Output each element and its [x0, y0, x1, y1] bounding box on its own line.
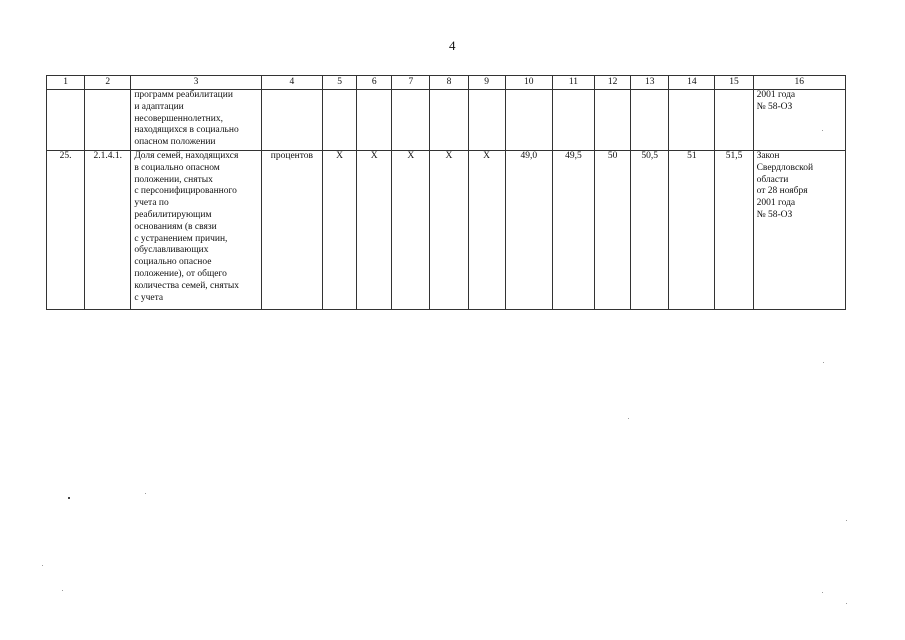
cell-value	[631, 90, 669, 151]
cell-value	[595, 90, 631, 151]
cell-value: Х	[323, 151, 357, 310]
scan-speck	[145, 493, 146, 494]
scan-speck	[62, 590, 63, 591]
column-header: 1	[47, 76, 85, 90]
column-header: 13	[631, 76, 669, 90]
cell-value: Х	[430, 151, 468, 310]
scan-speck	[42, 565, 43, 566]
scan-speck	[822, 130, 823, 131]
cell-value	[468, 90, 505, 151]
scan-speck	[846, 520, 847, 521]
cell-num: 25.	[47, 151, 85, 310]
cell-value: 49,0	[505, 151, 552, 310]
cell-value	[552, 90, 594, 151]
cell-value	[392, 90, 430, 151]
column-number-row	[47, 76, 846, 90]
column-header: 11	[552, 76, 594, 90]
cell-value: Х	[357, 151, 392, 310]
cell-value	[669, 90, 715, 151]
cell-value: Х	[468, 151, 505, 310]
column-header: 8	[430, 76, 468, 90]
column-header: 14	[669, 76, 715, 90]
scan-speck	[628, 418, 629, 419]
column-header: 3	[131, 76, 261, 90]
scan-speck	[846, 603, 847, 604]
cell-indicator-name: Доля семей, находящихся в социально опасном положении, снятых с персонифицированного учета по реабилитирующим основаниям (в связи с устранением причин, обуславливающих социально опасное положение), от общего количества семей, снятых с учета	[131, 151, 261, 310]
column-header: 5	[323, 76, 357, 90]
column-header: 2	[85, 76, 131, 90]
cell-code: 2.1.4.1.	[85, 151, 131, 310]
cell-value	[323, 90, 357, 151]
scan-speck	[68, 497, 70, 499]
cell-value	[715, 90, 753, 151]
cell-value: 50,5	[631, 151, 669, 310]
cell-value	[357, 90, 392, 151]
column-header: 9	[468, 76, 505, 90]
cell-value: 50	[595, 151, 631, 310]
indicators-table	[46, 75, 846, 310]
column-header: 12	[595, 76, 631, 90]
cell-value: 51,5	[715, 151, 753, 310]
table-row-continuation	[47, 90, 846, 151]
column-header: 6	[357, 76, 392, 90]
cell-value: 49,5	[552, 151, 594, 310]
column-header: 15	[715, 76, 753, 90]
column-header: 4	[261, 76, 322, 90]
cell-value	[505, 90, 552, 151]
column-header: 16	[753, 76, 845, 90]
scan-speck	[823, 362, 824, 363]
cell-value: Х	[392, 151, 430, 310]
column-header: 7	[392, 76, 430, 90]
cell-unit	[261, 90, 322, 151]
cell-source: Закон Свердловской области от 28 ноября 2001 года № 58-ОЗ	[753, 151, 845, 310]
cell-indicator-name: программ реабилитации и адаптации несовершеннолетних, находящихся в социально опасном положении	[131, 90, 261, 151]
cell-num	[47, 90, 85, 151]
page-number: 4	[449, 38, 456, 53]
scan-speck	[822, 592, 823, 593]
cell-unit: процентов	[261, 151, 322, 310]
table-row	[47, 151, 846, 310]
column-header: 10	[505, 76, 552, 90]
cell-value	[430, 90, 468, 151]
cell-value: 51	[669, 151, 715, 310]
cell-code	[85, 90, 131, 151]
cell-source: 2001 года № 58-ОЗ	[753, 90, 845, 151]
